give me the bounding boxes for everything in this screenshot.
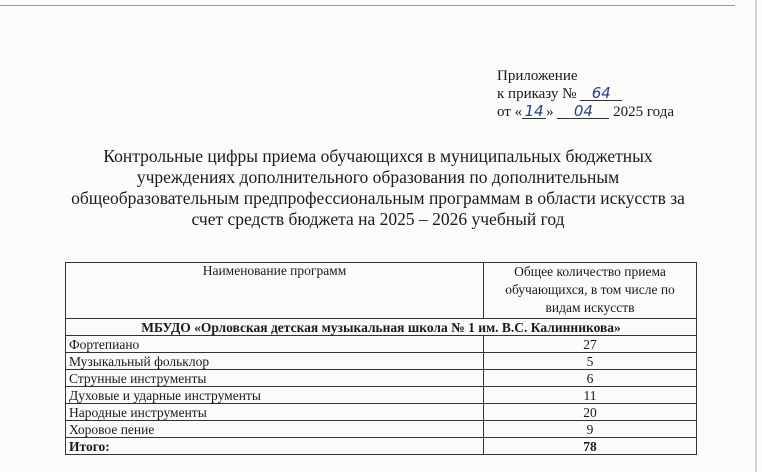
date-mid: » — [546, 104, 554, 120]
admission-table — [65, 262, 697, 455]
table-row — [66, 336, 697, 353]
total-value: 78 — [484, 438, 697, 455]
date-line — [497, 103, 674, 121]
appendix-header — [497, 67, 674, 121]
table-row — [66, 387, 697, 404]
program-count: 11 — [484, 387, 697, 404]
table-row — [66, 421, 697, 438]
program-name: Духовые и ударные инструменты — [66, 387, 484, 404]
col-header-programs: Наименование программ — [66, 263, 484, 319]
program-count: 5 — [484, 353, 697, 370]
col-header-count: Общее количество приема обучающихся, в том числе по видам искусств — [484, 263, 697, 319]
program-name: Хоровое пение — [66, 421, 484, 438]
program-count: 6 — [484, 370, 697, 387]
program-count: 20 — [484, 404, 697, 421]
total-label: Итого: — [66, 438, 484, 455]
document-title: Контрольные цифры приема обучающихся в муниципальных бюджетных учреждениях дополнительного образования по дополнительным общеобразовательным предпрофессиональным программам в области искусств за счет средств бюджета на 2025 – 2026 учебный год — [71, 146, 685, 229]
order-prefix: к приказу № — [497, 86, 577, 102]
date-month: 04 — [557, 104, 609, 119]
date-day: 14 — [522, 104, 546, 119]
program-count: 27 — [484, 336, 697, 353]
school-name: МБУДО «Орловская детская музыкальная школа № 1 им. В.С. Калинникова» — [66, 319, 697, 336]
page-top-border — [0, 5, 735, 6]
program-name: Фортепиано — [66, 336, 484, 353]
table-header-row — [66, 263, 697, 319]
date-suffix: 2025 года — [613, 104, 674, 120]
program-count: 9 — [484, 421, 697, 438]
table-row — [66, 370, 697, 387]
appendix-title: Приложение — [497, 68, 578, 84]
total-row — [66, 438, 697, 455]
order-line — [497, 85, 674, 103]
school-row — [66, 319, 697, 336]
program-name: Музыкальный фольклор — [66, 353, 484, 370]
date-prefix: от « — [497, 104, 523, 120]
order-number: 64 — [580, 86, 622, 101]
program-name: Струнные инструменты — [66, 370, 484, 387]
table-row — [66, 404, 697, 421]
program-name: Народные инструменты — [66, 404, 484, 421]
table-row — [66, 353, 697, 370]
page-edge — [755, 0, 757, 472]
